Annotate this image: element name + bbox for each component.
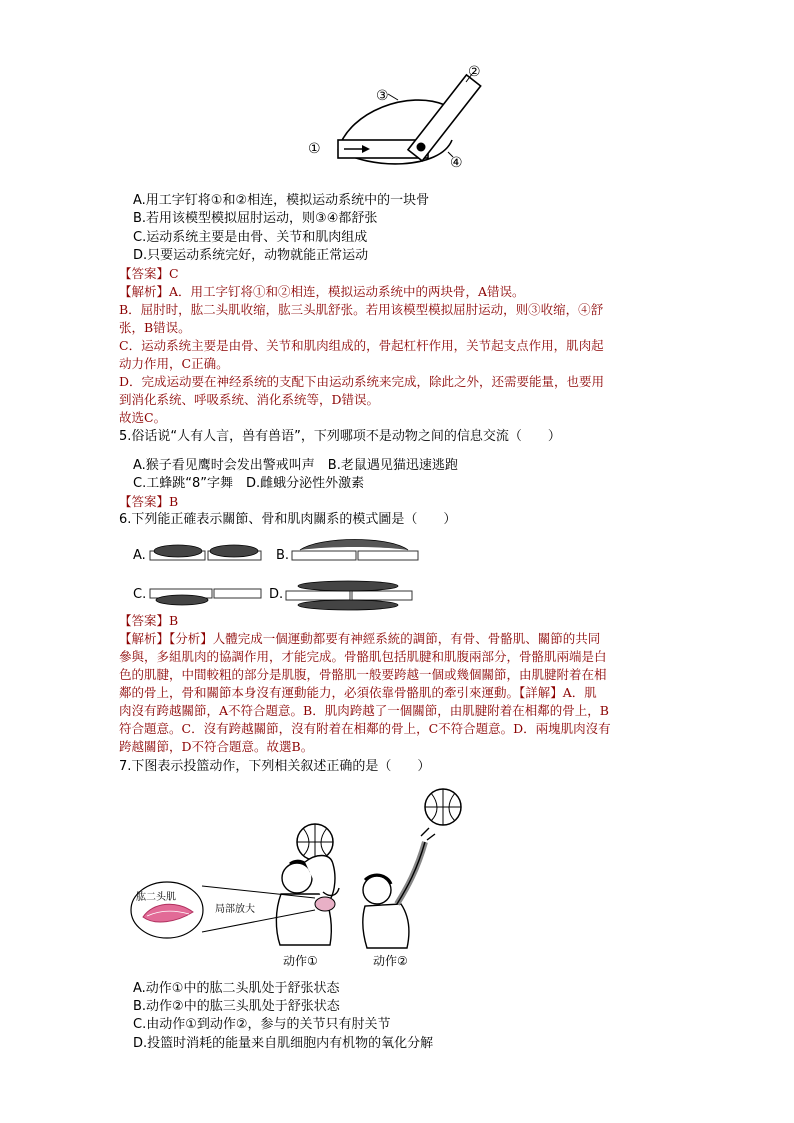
label-4: ④	[450, 155, 463, 171]
q5-answer: 【答案】B	[119, 494, 179, 509]
q6-label-c: C.	[133, 587, 147, 602]
q7-option-a: A.动作①中的肱二头肌处于舒张状态	[133, 981, 340, 996]
q6-analysis-line-4: 鄰的骨上，骨和關節本身沒有運動能力，必須依靠骨骼肌的牽引來運動。【詳解】A．肌	[119, 685, 597, 700]
label-2: ②	[468, 64, 481, 80]
basketball-2	[425, 789, 461, 825]
q6-diagram-b	[290, 536, 420, 570]
q6-analysis-line-3: 色的肌腱，中間較粗的部分是肌腹，骨骼肌一般要跨越一個或幾個關節，由肌腱附着在相	[119, 667, 607, 682]
q4-analysis-line-3: 张，B错误。	[119, 320, 191, 335]
q6-label-d: D.	[269, 587, 284, 602]
q5-question: 5.俗话说“人有人言，兽有兽语”，下列哪项不是动物之间的信息交流（ ）	[119, 429, 561, 444]
q4-analysis-line-1: 【解析】A．用工字钉将①和②相连，模拟运动系统中的两块骨，A错误。	[119, 284, 525, 299]
q5-options-line-2: C.工蜂跳“8”字舞 D.雌蛾分泌性外激素	[133, 476, 365, 491]
q6-answer: 【答案】B	[119, 613, 179, 628]
q7-question: 7.下图表示投篮动作，下列相关叙述正确的是（ ）	[119, 759, 431, 774]
player-2	[363, 828, 435, 948]
label-1: ①	[308, 141, 321, 157]
q4-answer: 【答案】C	[119, 266, 179, 281]
q6-analysis-line-6: 符合題意。C．沒有跨越關節，沒有附着在相鄰的骨上，C不符合題意。D．兩塊肌肉沒有	[119, 721, 611, 736]
q6-question: 6.下列能正確表示關節、骨和肌肉關系的模式圖是（ ）	[119, 512, 457, 527]
q7-option-d: D.投篮时消耗的能量来自肌细胞内有机物的氧化分解	[133, 1036, 434, 1051]
q4-analysis-line-5: 动力作用，C正确。	[119, 356, 229, 371]
q4-option-d: D.只要运动系统完好，动物就能正常运动	[133, 248, 369, 263]
action-2-label: 动作②	[373, 954, 408, 968]
q6-diagram-c	[148, 579, 263, 609]
q4-analysis-line-8: 故选C。	[119, 410, 167, 425]
q4-analysis-line-2: B．屈肘时，肱二头肌收缩，肱三头肌舒张。若用该模型模拟屈肘运动，则③收缩，④舒	[119, 302, 604, 317]
q6-label-a: A.	[133, 548, 146, 563]
basketball-shot-figure	[125, 780, 475, 980]
q6-diagram-a	[148, 540, 263, 570]
q7-option-b: B.动作②中的肱三头肌处于舒张状态	[133, 999, 340, 1014]
basketball-1	[297, 824, 333, 860]
q6-diagram-d	[284, 579, 414, 611]
label-3: ③	[376, 88, 389, 104]
bone-muscle-model-figure	[300, 60, 500, 175]
q7-option-c: C.由动作①到动作②，参与的关节只有肘关节	[133, 1017, 391, 1032]
q4-option-a: A.用工字钉将①和②相连，模拟运动系统中的一块骨	[133, 193, 430, 208]
q5-options-line-1: A.猴子看见鹰时会发出警戒叫声 B.老鼠遇见猫迅速逃跑	[133, 458, 458, 473]
q4-option-b: B.若用该模型模拟屈肘运动，则③④都舒张	[133, 211, 378, 226]
biceps-label: 肱二头肌	[136, 892, 176, 903]
q6-label-b: B.	[276, 548, 290, 563]
pin-dot	[417, 143, 426, 152]
action-1-label: 动作①	[283, 954, 318, 968]
q4-option-c: C.运动系统主要是由骨、关节和肌肉组成	[133, 230, 368, 245]
zoom-label: 局部放大	[215, 904, 255, 915]
q4-analysis-line-7: 到消化系统、呼吸系统、消化系统等，D错误。	[119, 392, 380, 407]
q4-analysis-line-4: C．运动系统主要是由骨、关节和肌肉组成的，骨起杠杆作用，关节起支点作用，肌肉起	[119, 338, 604, 353]
q4-analysis-line-6: D．完成运动要在神经系统的支配下由运动系统来完成，除此之外，还需要能量，也要用	[119, 374, 605, 389]
q6-analysis-line-2: 參與，多組肌肉的協調作用，才能完成。骨骼肌包括肌腱和肌腹兩部分，骨骼肌兩端是白	[119, 649, 607, 664]
q6-analysis-line-5: 肉沒有跨越關節，A不符合題意。B．肌肉跨越了一個關節，由肌腱附着在相鄰的骨上，B	[119, 703, 609, 718]
q6-analysis-line-1: 【解析】【分析】人體完成一個運動都要有神經系統的調節，有骨、骨骼肌、關節的共同	[119, 631, 601, 646]
player-1	[276, 856, 339, 946]
q6-analysis-line-7: 跨越關節，D不符合題意。故選B。	[119, 739, 314, 754]
